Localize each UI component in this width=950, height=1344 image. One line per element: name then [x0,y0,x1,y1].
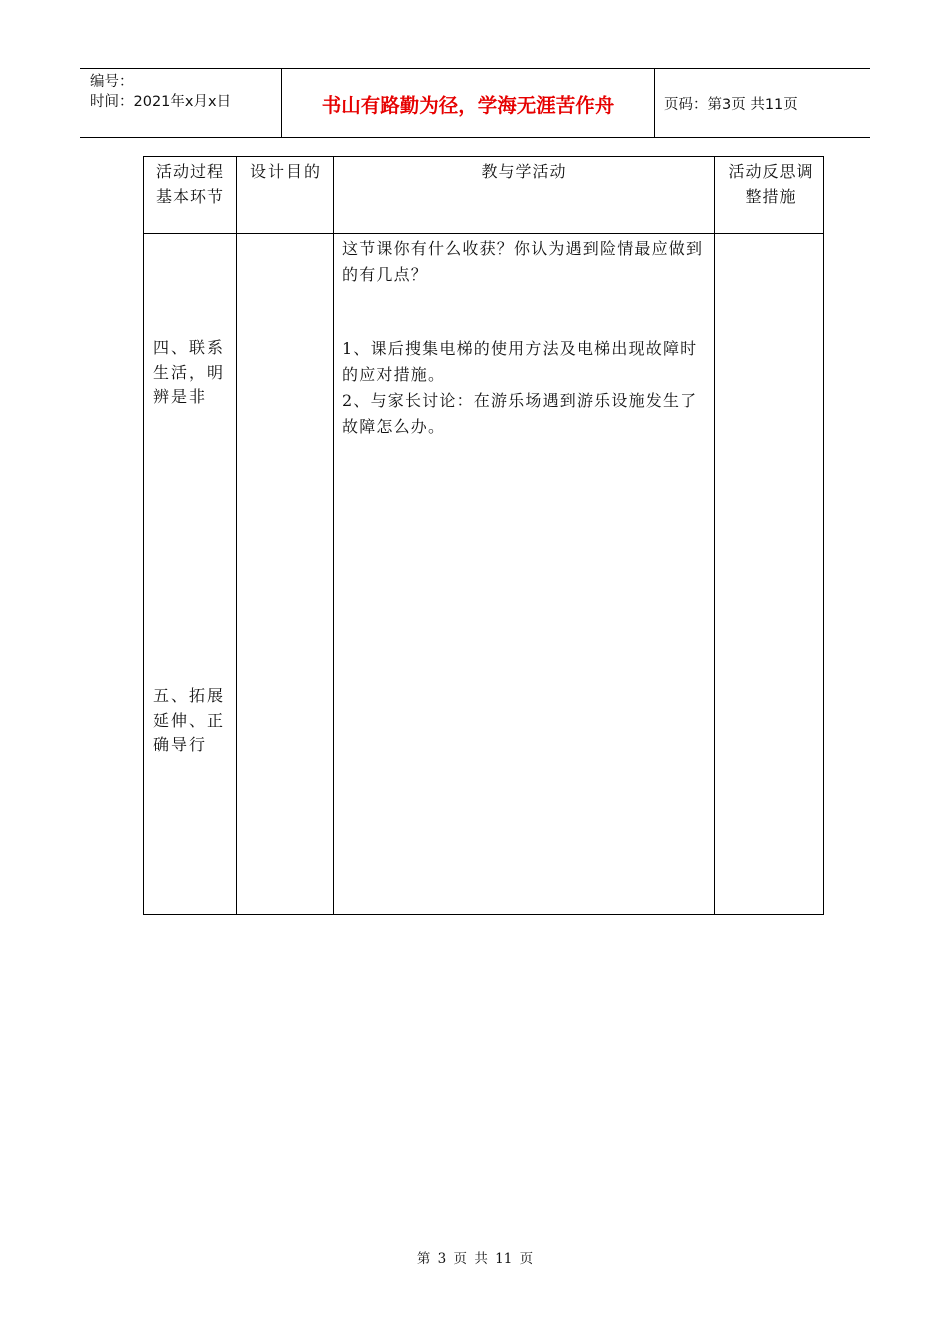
header-meta [80,69,282,137]
activity-line: 2、与家长讨论：在游乐场遇到游乐设施发生了故障怎么办。 [342,391,698,436]
page-footer: 第 3 页 共 11 页 [416,1251,534,1267]
activity-line: 这节课你有什么收获？你认为遇到险情最应做到的有几点？ [342,239,704,284]
column-divider [714,157,715,914]
header-stage: 活动过程基本环节 [155,162,224,206]
stage-five: 五、拓展延伸、正确导行 [153,686,226,754]
time-label: 时间：2021年x月x日 [90,94,232,110]
column-divider [333,157,334,914]
header-purpose: 设计目的 [249,162,322,181]
header-row-divider [144,233,823,234]
header-reflection: 活动反思调整措施 [728,162,814,206]
activity-tasks [342,336,714,440]
lesson-plan-table [143,156,824,915]
header-motto: 书山有路勤为径，学海无涯苦作舟 [282,69,655,137]
activity-question [342,236,714,288]
number-label: 编号： [90,74,134,90]
page-header [80,68,870,138]
header-activity: 教与学活动 [481,162,567,181]
header-page-label: 页码：第3页 共11页 [664,96,798,113]
stage-four: 四、联系生活，明辨是非 [153,338,226,406]
column-divider [236,157,237,914]
activity-line: 1、课后搜集电梯的使用方法及电梯出现故障时的应对措施。 [342,339,698,384]
